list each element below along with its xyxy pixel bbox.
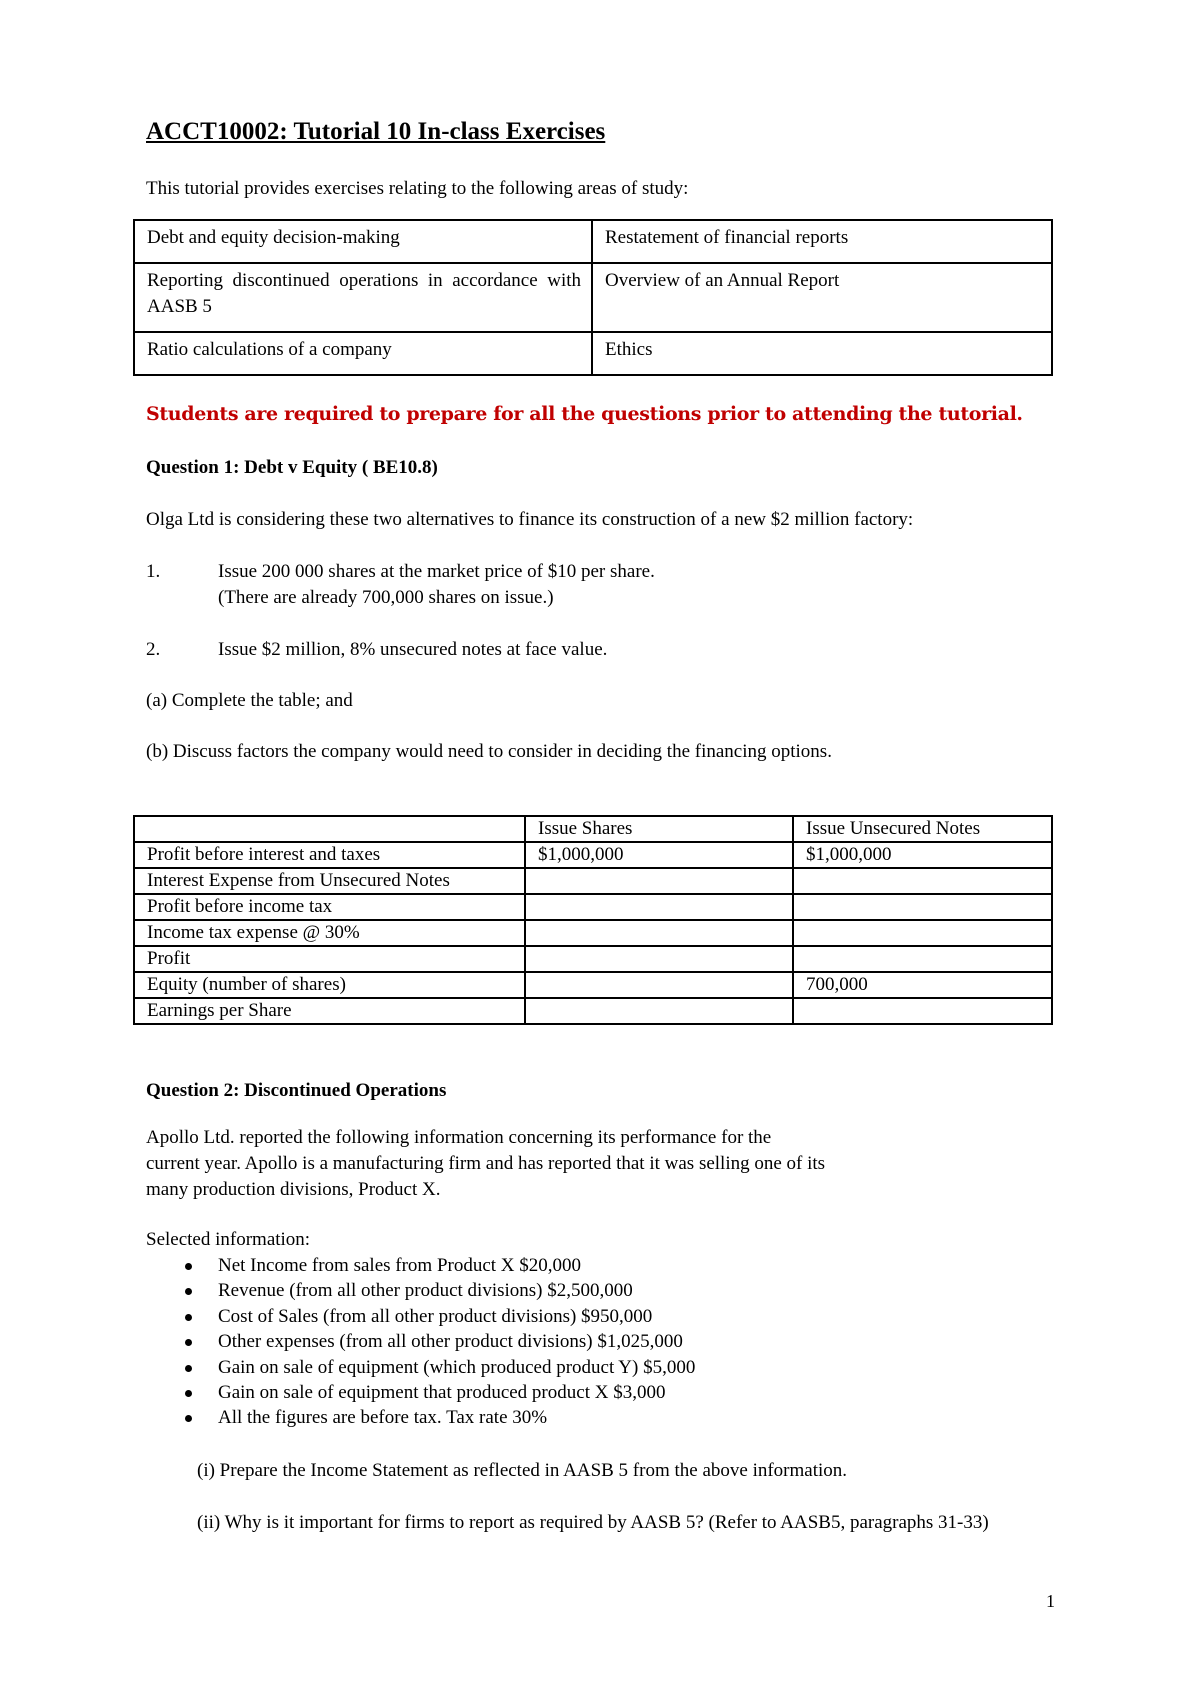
list-item: Gain on sale of equipment that produced product X $3,000 [146,1380,695,1405]
q2-paragraph-line: many production divisions, Product X. [146,1179,441,1200]
table-cell: 700,000 [793,972,1052,998]
table-cell: Equity (number of shares) [134,972,525,998]
q1-part-a: (a) Complete the table; and [146,690,353,711]
table-row [134,868,1052,894]
list-item: Revenue (from all other product divisions) $2,500,000 [146,1278,695,1303]
table-cell [793,946,1052,972]
q2-paragraph-line: current year. Apollo is a manufacturing firm and has reported that it was selling one of its [146,1153,826,1174]
table-cell: Income tax expense @ 30% [134,920,525,946]
table-row [134,972,1052,998]
q1-intro: Olga Ltd is considering these two alternatives to finance its construction of a new $2 million factory: [146,509,914,530]
table-cell: Earnings per Share [134,998,525,1024]
table-cell: Profit before income tax [134,894,525,920]
q2-paragraph-line: Apollo Ltd. reported the following information concerning its performance for the [146,1127,772,1148]
table-row [134,920,1052,946]
table-cell: Debt and equity decision-making [134,220,592,263]
table-header-cell [134,816,525,842]
table-cell [793,920,1052,946]
table-cell: Reporting discontinued operations in accordance with AASB 5 [134,263,592,332]
bullet-icon [185,1339,192,1346]
table-cell [525,998,793,1024]
table-cell: Restatement of financial reports [592,220,1052,263]
table-row [134,842,1052,868]
bullet-icon [185,1314,192,1321]
financing-table [133,815,1053,1025]
table-header-cell: Issue Unsecured Notes [793,816,1052,842]
option-line: (There are already 700,000 shares on issue.) [218,587,554,608]
bullet-icon [185,1263,192,1270]
table-cell [525,972,793,998]
table-cell: Profit [134,946,525,972]
bullet-icon [185,1365,192,1372]
q2-part-ii: (ii) Why is it important for firms to report as required by AASB 5? (Refer to AASB5, paragraphs 31-33) [197,1512,989,1533]
q2-part-i: (i) Prepare the Income Statement as reflected in AASB 5 from the above information. [197,1460,848,1481]
intro-text: This tutorial provides exercises relating to the following areas of study: [146,178,689,199]
table-cell [793,868,1052,894]
table-cell [525,920,793,946]
table-row [134,894,1052,920]
list-item: Cost of Sales (from all other product divisions) $950,000 [146,1304,695,1329]
page-number: 1 [1046,1591,1055,1611]
page-title: ACCT10002: Tutorial 10 In-class Exercises [146,118,606,145]
option-number: 1. [146,561,161,582]
option-number: 2. [146,639,161,660]
table-cell: Profit before interest and taxes [134,842,525,868]
table-row [134,220,1052,263]
study-areas-table [133,219,1053,376]
table-row [134,332,1052,375]
bullet-icon [185,1390,192,1397]
q2-heading: Question 2: Discontinued Operations [146,1080,447,1101]
q1-part-b: (b) Discuss factors the company would need to consider in deciding the financing options. [146,741,832,762]
table-cell [525,868,793,894]
option-line: Issue 200 000 shares at the market price of $10 per share. [218,561,655,582]
table-header-row [134,816,1052,842]
table-cell: $1,000,000 [793,842,1052,868]
table-row [134,998,1052,1024]
bullet-icon [185,1415,192,1422]
preparation-notice: Students are required to prepare for all the questions prior to attending the tutorial. [146,403,1023,425]
table-cell [793,894,1052,920]
selected-info-label: Selected information: [146,1229,311,1250]
table-row [134,946,1052,972]
table-cell: Ethics [592,332,1052,375]
table-header-cell: Issue Shares [525,816,793,842]
list-item: Other expenses (from all other product divisions) $1,025,000 [146,1329,695,1354]
table-cell: Overview of an Annual Report [592,263,1052,332]
q1-heading: Question 1: Debt v Equity ( BE10.8) [146,457,438,478]
table-row [134,263,1052,332]
table-cell [793,998,1052,1024]
table-cell [525,946,793,972]
selected-info-list [146,1253,695,1431]
table-cell [525,894,793,920]
table-cell: Interest Expense from Unsecured Notes [134,868,525,894]
list-item: Net Income from sales from Product X $20,000 [146,1253,695,1278]
option-line: Issue $2 million, 8% unsecured notes at face value. [218,639,608,660]
table-cell: Ratio calculations of a company [134,332,592,375]
list-item: All the figures are before tax. Tax rate 30% [146,1405,695,1430]
table-cell: $1,000,000 [525,842,793,868]
list-item: Gain on sale of equipment (which produced product Y) $5,000 [146,1355,695,1380]
bullet-icon [185,1288,192,1295]
